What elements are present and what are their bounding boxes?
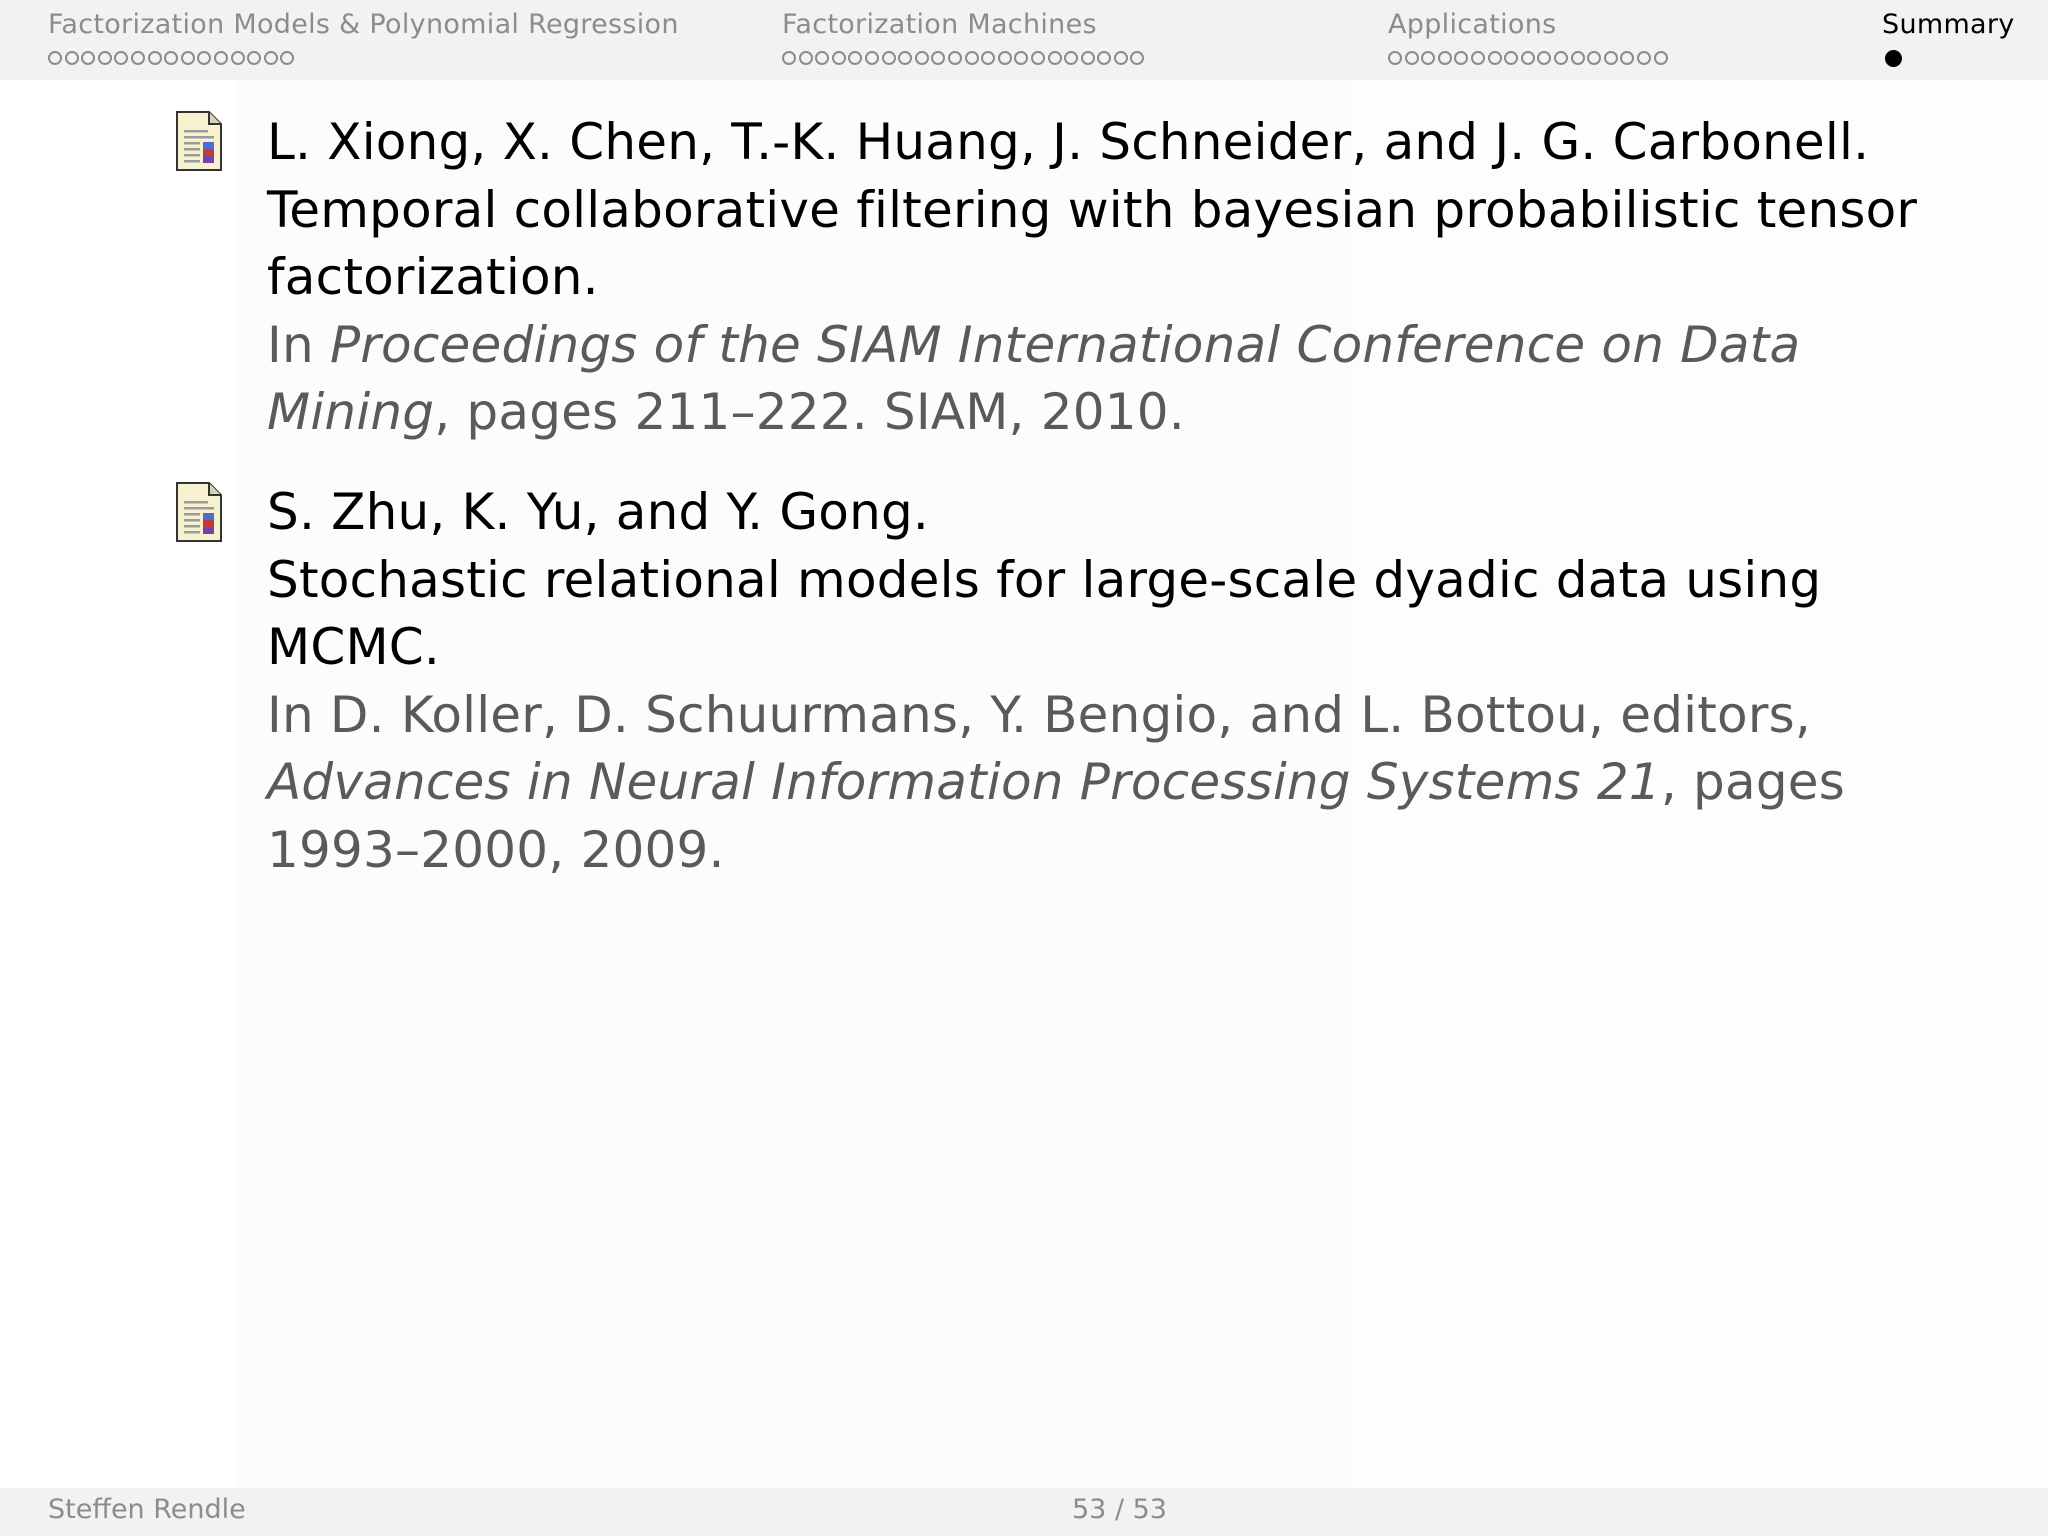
reference-venue-details: , pages: [1660, 753, 1845, 811]
slide-dot[interactable]: [1637, 51, 1651, 65]
slide-dot[interactable]: [114, 51, 128, 65]
reference-venue-prefix: In: [267, 315, 330, 374]
reference-venue-name: Proceedings of the SIAM International Conference on Data: [329, 315, 1801, 374]
nav-slide-dots: [1882, 48, 2015, 68]
slide-dot[interactable]: [1114, 51, 1128, 65]
slide-dot[interactable]: [832, 51, 846, 65]
slide-dot[interactable]: [65, 51, 79, 65]
slide-dot[interactable]: [931, 51, 945, 65]
slide-dot[interactable]: [81, 51, 95, 65]
slide-dot[interactable]: [1571, 51, 1585, 65]
nav-slide-dots: [782, 48, 1144, 68]
page-number: 53 / 53: [1072, 1494, 1167, 1525]
section-navigation-bar: [0, 0, 2048, 80]
reference-venue-line: 1993–2000, 2009.: [267, 820, 725, 879]
slide-dot[interactable]: [48, 51, 62, 65]
nav-section-applications[interactable]: [1388, 8, 1668, 78]
bibliography-entry-text: [267, 109, 1987, 447]
reference-title-line: factorization.: [267, 248, 599, 306]
slide-dot[interactable]: [1654, 51, 1668, 65]
slide-dot[interactable]: [1454, 51, 1468, 65]
slide-dot[interactable]: [882, 51, 896, 65]
slide-dot[interactable]: [1521, 51, 1535, 65]
reference-title-line: MCMC.: [267, 618, 440, 676]
slide-dot[interactable]: [915, 51, 929, 65]
reference-venue-details: , pages 211–222. SIAM, 2010.: [434, 383, 1185, 441]
slide-dot[interactable]: [1488, 51, 1502, 65]
slide-dot[interactable]: [1620, 51, 1634, 65]
slide-dot[interactable]: [98, 51, 112, 65]
slide-dot[interactable]: [782, 51, 796, 65]
nav-section-summary[interactable]: [1882, 8, 2015, 78]
reference-venue-name: Mining: [267, 383, 435, 441]
slide-dot[interactable]: [131, 51, 145, 65]
reference-venue-line: [267, 379, 1987, 447]
bibliography-entry-text: [267, 479, 1987, 884]
reference-venue-name: Advances in Neural Information Processing Systems 21: [267, 753, 1661, 811]
slide-dot[interactable]: [1388, 51, 1402, 65]
nav-slide-dots: [48, 48, 679, 68]
nav-section-factorization-models[interactable]: [48, 8, 679, 78]
nav-section-factorization-machines[interactable]: [782, 8, 1144, 78]
footer-author: Steffen Rendle: [48, 1494, 246, 1525]
slide-dot[interactable]: [1405, 51, 1419, 65]
reference-venue-line: In D. Koller, D. Schuurmans, Y. Bengio, and L. Bottou, editors,: [267, 685, 1811, 744]
slide-dot[interactable]: [1504, 51, 1518, 65]
slide-dot[interactable]: [247, 51, 261, 65]
slide-dot[interactable]: [865, 51, 879, 65]
slide-dot[interactable]: [1064, 51, 1078, 65]
nav-section-label: Summary: [1882, 9, 2015, 40]
article-document-icon: [174, 110, 224, 172]
reference-title-line: Stochastic relational models for large-scale dyadic data using: [267, 550, 1822, 609]
slide-dot[interactable]: [181, 51, 195, 65]
slide-dot[interactable]: [799, 51, 813, 65]
slide-dot[interactable]: [948, 51, 962, 65]
current-slide-dot[interactable]: [1885, 50, 1902, 67]
article-document-icon: [174, 481, 224, 543]
slide-footer: [0, 1488, 2048, 1536]
bibliography-content: [0, 80, 2048, 1488]
slide-dot[interactable]: [815, 51, 829, 65]
slide-dot[interactable]: [1014, 51, 1028, 65]
slide-dot[interactable]: [981, 51, 995, 65]
slide-dot[interactable]: [148, 51, 162, 65]
slide-dot[interactable]: [848, 51, 862, 65]
slide-dot[interactable]: [1081, 51, 1095, 65]
nav-section-label: Factorization Models & Polynomial Regression: [48, 9, 679, 40]
slide-dot[interactable]: [1438, 51, 1452, 65]
slide-dot[interactable]: [264, 51, 278, 65]
slide-dot[interactable]: [1604, 51, 1618, 65]
slide-dot[interactable]: [1587, 51, 1601, 65]
slide-dot[interactable]: [214, 51, 228, 65]
reference-authors: S. Zhu, K. Yu, and Y. Gong.: [267, 483, 930, 541]
slide-dot[interactable]: [1537, 51, 1551, 65]
slide-dot[interactable]: [1130, 51, 1144, 65]
reference-venue-line: [267, 312, 1987, 380]
slide-dot[interactable]: [280, 51, 294, 65]
slide-dot[interactable]: [1421, 51, 1435, 65]
slide-dot[interactable]: [1471, 51, 1485, 65]
nav-section-label: Applications: [1388, 9, 1557, 40]
slide-dot[interactable]: [164, 51, 178, 65]
slide-dot[interactable]: [197, 51, 211, 65]
slide-dot[interactable]: [965, 51, 979, 65]
slide-dot[interactable]: [1097, 51, 1111, 65]
reference-authors: L. Xiong, X. Chen, T.-K. Huang, J. Schneider, and J. G. Carbonell.: [267, 113, 1870, 171]
slide-dot[interactable]: [1554, 51, 1568, 65]
nav-section-label: Factorization Machines: [782, 9, 1097, 40]
slide-dot[interactable]: [998, 51, 1012, 65]
reference-venue-line: [267, 749, 1987, 817]
slide-dot[interactable]: [898, 51, 912, 65]
slide-dot[interactable]: [1048, 51, 1062, 65]
nav-slide-dots: [1388, 48, 1668, 68]
reference-title-line: Temporal collaborative filtering with bayesian probabilistic tensor: [267, 180, 1918, 239]
slide-dot[interactable]: [1031, 51, 1045, 65]
slide-dot[interactable]: [231, 51, 245, 65]
